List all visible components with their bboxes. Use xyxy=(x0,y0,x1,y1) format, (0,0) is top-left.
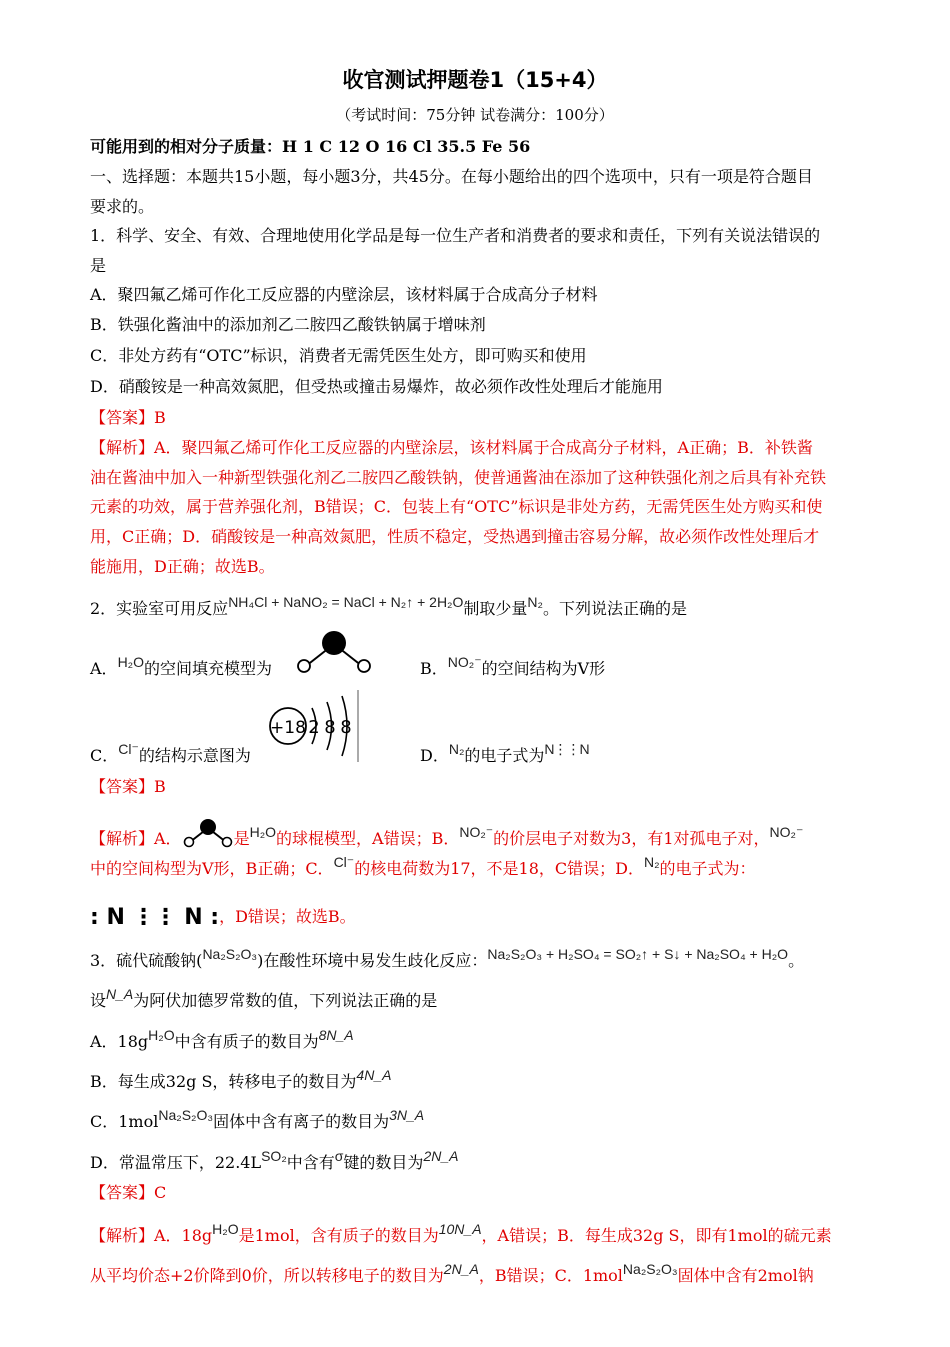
svg-text:2: 2 xyxy=(308,717,320,738)
q3-answer: 【答案】C xyxy=(90,1183,167,1202)
q1-answer: 【答案】B xyxy=(90,408,166,427)
q1-option-b: B．铁强化酱油中的添加剂乙二胺四乙酸铁钠属于增味剂 xyxy=(90,315,486,334)
q3-option-d: D．常温常压下，22.4LSO₂中含有σ键的数目为2N_A xyxy=(90,1148,459,1172)
nucleus-charge: +18 xyxy=(270,718,306,738)
q3-option-a: A．18gH₂O中含有质子的数目为8N_A xyxy=(90,1027,354,1051)
q1-explanation-1: 【解析】A．聚四氟乙烯可作化工反应器的内壁涂层，该材料属于合成高分子材料，A正确；B．补铁酱 xyxy=(90,438,813,457)
q2-option-d: D．N₂的电子式为N⋮⋮N xyxy=(420,745,860,767)
thiosulfate-formula: Na₂S₂O₃ xyxy=(202,946,258,962)
q1-option-d: D．硝酸铵是一种高效氮肥，但受热或撞击易爆炸，故必须作改性处理后才能施用 xyxy=(90,377,663,396)
n2-formula-d: N₂ xyxy=(448,741,465,757)
avogadro-symbol: N_A xyxy=(106,986,134,1002)
section-heading-cont: 要求的。 xyxy=(90,197,155,216)
nitrite-formula: NO₂⁻ xyxy=(447,654,482,670)
q1-explanation-3: 元素的功效，属于营养强化剂，B错误；C．包装上有“OTC”标识是非处方药，无需凭医生处方购买和使 xyxy=(90,497,823,516)
chloride-formula: Cl⁻ xyxy=(118,741,139,757)
q2-option-a: A．H₂O的空间填充模型为 xyxy=(90,658,870,680)
q3-explanation-2: 从平均价态+2价降到0价，所以转移电子的数目为2N_A，B错误；C．1molNa₂S₂O₃固体中含有2mol钠 xyxy=(90,1261,814,1285)
q3-stem: 3．硫代硫酸钠(Na₂S₂O₃)在酸性环境中易发生歧化反应：Na₂S₂O₃ + H₂SO₄ = SO₂↑ + S↓ + Na₂SO₄ + H₂O。 xyxy=(90,950,870,972)
q1-explanation-5: 能施用，D正确；故选B。 xyxy=(90,557,275,576)
h2o-formula: H₂O xyxy=(117,654,144,670)
q3-stem-cont: 设N_A为阿伏加德罗常数的值，下列说法正确的是 xyxy=(90,990,870,1012)
svg-text:8: 8 xyxy=(324,717,336,738)
q2-stem: 2．实验室可用反应NH₄Cl + NaNO₂ = NaCl + N₂↑ + 2H₂O制取少量N₂。下列说法正确的是 xyxy=(90,598,870,620)
disproportionation-reaction: Na₂S₂O₃ + H₂SO₄ = SO₂↑ + S↓ + Na₂SO₄ + H₂O xyxy=(487,946,789,962)
svg-text:8: 8 xyxy=(340,717,352,738)
q2-explanation-1: 【解析】A． 是H₂O的球棍模型，A错误；B．NO₂⁻的价层电子对数为3，有1对孤电子对，NO₂⁻ xyxy=(90,818,870,850)
ball-stick-model-icon xyxy=(182,818,234,848)
q2-option-c: C．Cl⁻的结构示意图为 xyxy=(90,745,870,767)
q3-option-c: C．1molNa₂S₂O₃固体中含有离子的数目为3N_A xyxy=(90,1107,425,1131)
page-title: 收官测试押题卷1（15+4） xyxy=(342,68,608,92)
q2-option-b: B．NO₂⁻的空间结构为V形 xyxy=(420,658,860,680)
q1-explanation-2: 油在酱油中加入一种新型铁强化剂乙二胺四乙酸铁钠，使普通酱油在添加了这种铁强化剂之后具有补充铁 xyxy=(90,468,827,487)
molar-mass-line: 可能用到的相对分子质量：H 1 C 12 O 16 Cl 35.5 Fe 56 xyxy=(90,137,531,156)
q3-option-b: B．每生成32g S，转移电子的数目为4N_A xyxy=(90,1067,392,1091)
reaction-formula: NH₄Cl + NaNO₂ = NaCl + N₂↑ + 2H₂O xyxy=(228,594,464,610)
section-heading: 一、选择题：本题共15小题，每小题3分，共45分。在每小题给出的四个选项中，只有一项是符合题目 xyxy=(90,167,813,186)
space-filling-model-icon xyxy=(292,628,376,674)
q1-stem-cont: 是 xyxy=(90,256,107,275)
q2-answer: 【答案】B xyxy=(90,777,166,796)
q1-option-c: C．非处方药有“OTC”标识，消费者无需凭医生处方，即可购买和使用 xyxy=(90,346,587,365)
q2-explanation-2: 中的空间构型为V形，B正确；C．Cl⁻的核电荷数为17，不是18，C错误；D．N₂的电子式为： xyxy=(90,854,756,878)
q1-option-a: A．聚四氟乙烯可作化工反应器的内壁涂层，该材料属于合成高分子材料 xyxy=(90,285,598,304)
exam-info: （考试时间：75分钟 试卷满分：100分） xyxy=(336,106,614,124)
n2-formula: N₂ xyxy=(527,594,543,610)
n2-electron-formula: N⋮⋮N xyxy=(544,741,589,757)
n2-electron-formula-large: : N ⋮⋮ N : xyxy=(90,905,220,930)
q1-stem: 1．科学、安全、有效、合理地使用化学品是每一位生产者和消费者的要求和责任，下列有关说法错误的 xyxy=(90,226,821,245)
q1-explanation-4: 用，C正确；D．硝酸铵是一种高效氮肥，性质不稳定，受热遇到撞击容易分解，故必须作改性处理后才 xyxy=(90,527,820,546)
q2-explanation-3: : N ⋮⋮ N :，D错误；故选B。 xyxy=(90,905,356,930)
q3-explanation-1: 【解析】A．18gH₂O是1mol，含有质子的数目为10N_A，A错误；B．每生成32g S，即有1mol的硫元素 xyxy=(90,1221,832,1245)
atom-structure-diagram-icon xyxy=(266,688,362,764)
